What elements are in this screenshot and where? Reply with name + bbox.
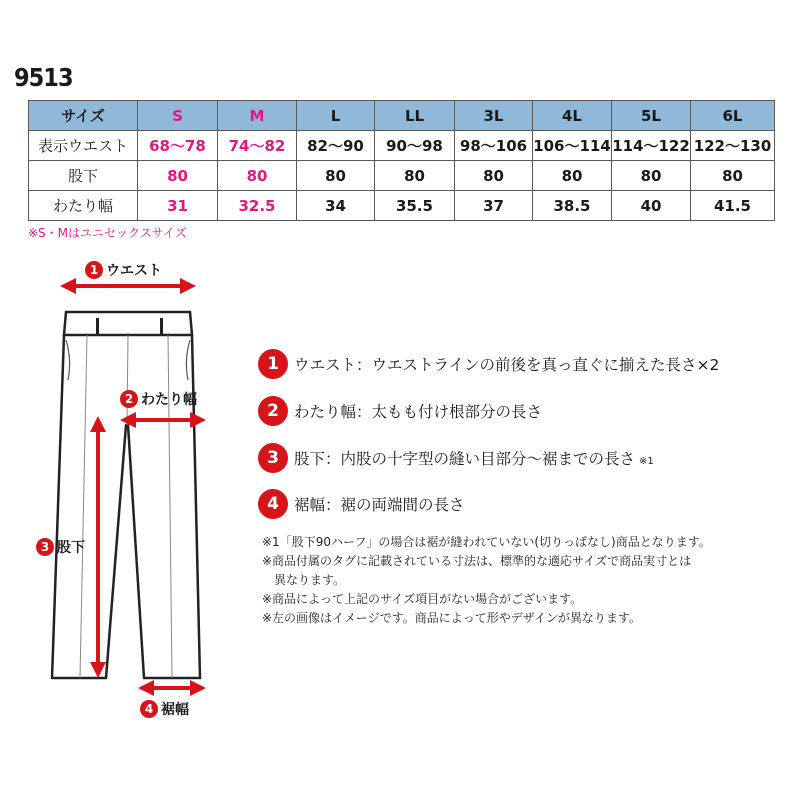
row-label: 表示ウエスト [29, 131, 138, 161]
table-note: ※S・Mはユニセックスサイズ [28, 226, 187, 240]
header-cell: 5L [612, 101, 691, 131]
table-cell: 80 [691, 161, 775, 191]
legend-footnote-mark: ※1 [639, 455, 654, 467]
header-cell: L [297, 101, 375, 131]
table-cell: 122〜130 [691, 131, 775, 161]
header-cell: 6L [691, 101, 775, 131]
header-cell: M [218, 101, 297, 131]
legend-item [258, 349, 719, 379]
table-cell: 82〜90 [297, 131, 375, 161]
legend-item [258, 489, 465, 519]
pants-outline [52, 335, 200, 678]
table-cell: 80 [455, 161, 533, 191]
table-cell: 80 [297, 161, 375, 191]
table-cell: 114〜122 [612, 131, 691, 161]
table-cell: 80 [375, 161, 455, 191]
header-cell: サイズ [29, 101, 138, 131]
inseam-label [36, 537, 85, 557]
thigh-label-text: わたり幅 [141, 392, 197, 408]
table-cell: 41.5 [691, 191, 775, 221]
table-cell: 74〜82 [218, 131, 297, 161]
badge-3: 3 [36, 538, 54, 556]
legend-item [258, 443, 654, 473]
header-cell: S [138, 101, 218, 131]
note-line: ※左の画像はイメージです。商品によって形やデザインが異なります。 [262, 611, 641, 625]
inseam-label-text: 股下 [57, 540, 85, 556]
legend-text: 裾幅：裾の両端間の長さ [294, 496, 465, 514]
belt-loop [96, 318, 99, 334]
table-cell: 98〜106 [455, 131, 533, 161]
table-cell: 40 [612, 191, 691, 221]
hem-label [140, 699, 189, 719]
table-cell: 80 [533, 161, 612, 191]
legend-badge: 1 [258, 349, 288, 379]
table-cell: 80 [612, 161, 691, 191]
product-code: 9513 [14, 63, 73, 92]
row-label: 股下 [29, 161, 138, 191]
legend-badge: 2 [258, 396, 288, 426]
belt-loop [160, 318, 163, 334]
table-cell: 80 [218, 161, 297, 191]
note-line: ※商品によって上記のサイズ項目がない場合がございます。 [262, 592, 583, 606]
legend-text: 股下：内股の十字型の縫い目部分〜裾までの長さ [294, 450, 636, 468]
legend-badge: 3 [258, 443, 288, 473]
legend-text: わたり幅：太もも付け根部分の長さ [294, 403, 543, 421]
hem-label-text: 裾幅 [161, 702, 189, 718]
waist-label [85, 260, 162, 280]
table-row [29, 131, 775, 161]
legend-text: ウエスト：ウエストラインの前後を真っ直ぐに揃えた長さ×2 [294, 356, 720, 374]
table-cell: 80 [138, 161, 218, 191]
waistband [64, 312, 192, 335]
row-label: わたり幅 [29, 191, 138, 221]
thigh-label [120, 389, 197, 409]
table-cell: 32.5 [218, 191, 297, 221]
pants-diagram [0, 250, 240, 730]
badge-4: 4 [140, 700, 158, 718]
table-cell: 68〜78 [138, 131, 218, 161]
legend-badge: 4 [258, 489, 288, 519]
header-cell: 3L [455, 101, 533, 131]
table-cell: 37 [455, 191, 533, 221]
table-row [29, 191, 775, 221]
table-cell: 34 [297, 191, 375, 221]
table-row [29, 161, 775, 191]
table-cell: 106〜114 [533, 131, 612, 161]
notes [262, 533, 711, 628]
badge-2: 2 [120, 390, 138, 408]
header-cell: 4L [533, 101, 612, 131]
header-cell: LL [375, 101, 455, 131]
table-header-row [29, 101, 775, 131]
size-table [28, 100, 775, 221]
note-line: 異なります。 [274, 573, 346, 587]
note-line: ※1「股下90ハーフ」の場合は裾が縫われていない(切りっぱなし)商品となります。 [262, 535, 711, 549]
note-line: ※商品付属のタグに記載されている寸法は、標準的な適応サイズで商品実寸とは [262, 554, 692, 568]
table-cell: 38.5 [533, 191, 612, 221]
waist-label-text: ウエスト [106, 263, 162, 279]
legend-item [258, 396, 542, 426]
table-cell: 31 [138, 191, 218, 221]
table-cell: 90〜98 [375, 131, 455, 161]
table-cell: 35.5 [375, 191, 455, 221]
badge-1: 1 [85, 261, 103, 279]
